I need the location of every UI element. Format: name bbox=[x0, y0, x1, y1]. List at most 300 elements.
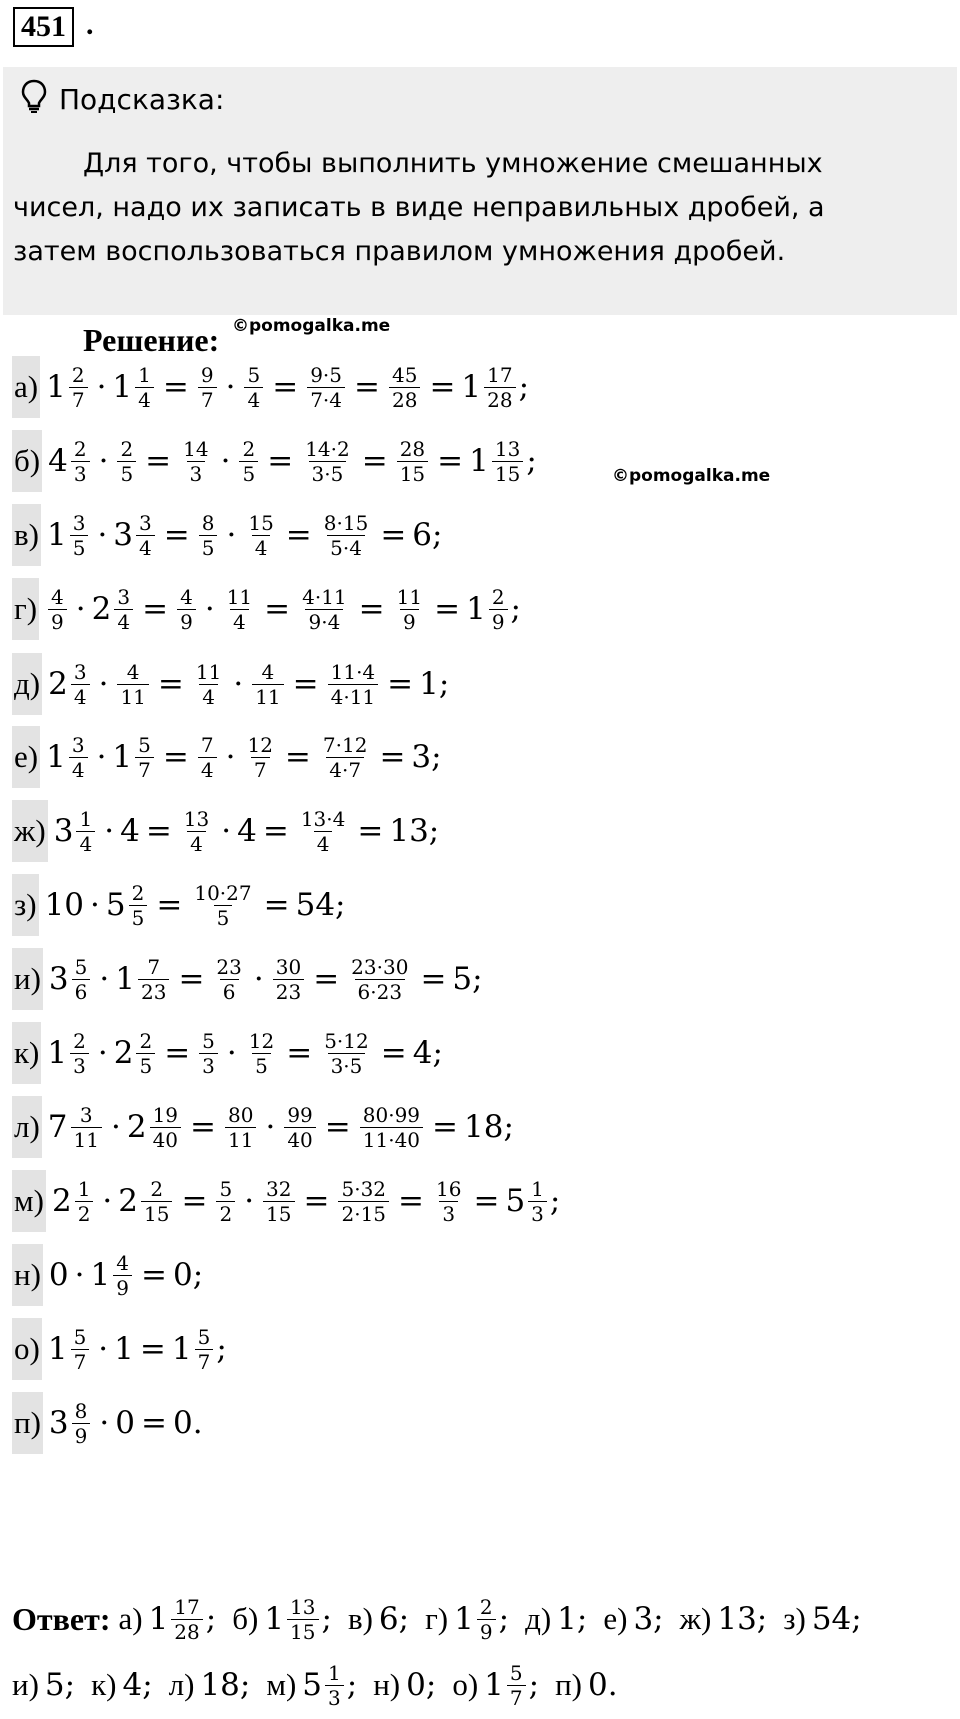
numerator: 13·4 bbox=[300, 806, 346, 831]
task-number: 451 bbox=[13, 7, 74, 47]
item-label: о) bbox=[12, 1318, 42, 1380]
numerator: 13 bbox=[290, 1594, 316, 1619]
term: ; bbox=[321, 1601, 332, 1637]
operator: · bbox=[97, 1035, 108, 1071]
operator: = bbox=[145, 813, 172, 849]
numerator: 3 bbox=[117, 584, 131, 609]
item-label: в) bbox=[347, 1601, 373, 1636]
numerator: 1 bbox=[77, 1176, 91, 1201]
whole-part: 1 bbox=[46, 369, 66, 405]
operator: · bbox=[244, 1183, 255, 1219]
fraction bbox=[71, 660, 90, 709]
item-label: м) bbox=[12, 1170, 46, 1232]
fraction bbox=[48, 585, 67, 634]
operator: = bbox=[140, 1405, 167, 1441]
denominator: 9 bbox=[489, 609, 508, 634]
numerator: 11 bbox=[226, 584, 253, 609]
fraction bbox=[302, 437, 353, 486]
item-label: г) bbox=[425, 1601, 449, 1636]
denominator: 5 bbox=[199, 535, 218, 560]
operator: · bbox=[96, 739, 107, 775]
term: ; bbox=[518, 369, 530, 405]
denominator: 4 bbox=[135, 387, 154, 412]
numerator: 2 bbox=[120, 436, 134, 461]
fraction bbox=[198, 363, 217, 412]
fraction bbox=[181, 807, 212, 856]
item-label: о) bbox=[452, 1667, 479, 1702]
fraction bbox=[273, 955, 304, 1004]
fraction bbox=[135, 733, 154, 782]
operator: · bbox=[90, 887, 100, 923]
numerator: 11·4 bbox=[330, 659, 376, 684]
answer-line-1 bbox=[12, 1587, 942, 1651]
numerator: 2 bbox=[150, 1176, 164, 1201]
operator: · bbox=[96, 369, 107, 405]
operator: = bbox=[267, 443, 294, 479]
denominator: 11 bbox=[225, 1127, 256, 1152]
term: 0 bbox=[48, 1257, 69, 1293]
denominator: 15 bbox=[287, 1619, 318, 1644]
term: 13; bbox=[717, 1601, 768, 1637]
fraction bbox=[325, 1661, 344, 1710]
numerator: 5 bbox=[202, 1028, 215, 1053]
denominator: 3 bbox=[70, 1053, 89, 1078]
operator: = bbox=[398, 1183, 424, 1219]
term: ; bbox=[528, 1667, 540, 1703]
answer-item bbox=[555, 1667, 618, 1703]
operator: = bbox=[358, 591, 385, 627]
watermark: ©pomogalka.me bbox=[232, 316, 391, 336]
term: 54; bbox=[811, 1601, 862, 1637]
denominator: 11 bbox=[252, 684, 283, 709]
whole-part: 1 bbox=[90, 1257, 111, 1293]
numerator: 15 bbox=[248, 510, 274, 535]
whole-part: 1 bbox=[461, 369, 482, 405]
denominator: 5 bbox=[129, 905, 148, 930]
term: 4 bbox=[237, 813, 257, 849]
operator: = bbox=[303, 1183, 330, 1219]
numerator: 14·2 bbox=[305, 436, 350, 461]
denominator: 7 bbox=[198, 387, 217, 412]
operator: = bbox=[387, 666, 414, 702]
term: 54; bbox=[295, 887, 346, 923]
operator: = bbox=[354, 369, 380, 405]
operator: · bbox=[225, 739, 236, 775]
operator: · bbox=[110, 1109, 121, 1145]
whole-part: 1 bbox=[112, 739, 133, 775]
denominator: 4·11 bbox=[328, 684, 379, 709]
denominator: 7·4 bbox=[307, 387, 345, 412]
fraction bbox=[71, 437, 90, 486]
answer-item bbox=[525, 1601, 587, 1637]
numerator: 17 bbox=[174, 1594, 200, 1619]
denominator: 3 bbox=[528, 1201, 547, 1226]
operator: · bbox=[265, 1109, 276, 1145]
operator: · bbox=[204, 591, 215, 627]
numerator: 5 bbox=[219, 1176, 233, 1201]
term: 0; bbox=[172, 1257, 204, 1293]
numerator: 45 bbox=[391, 362, 418, 387]
term: 6; bbox=[378, 1601, 410, 1637]
fraction bbox=[117, 660, 148, 709]
fraction bbox=[193, 660, 224, 709]
operator: · bbox=[221, 813, 232, 849]
denominator: 4·7 bbox=[326, 757, 364, 782]
numerator: 4·11 bbox=[302, 584, 347, 609]
fraction bbox=[177, 585, 196, 634]
hint-header bbox=[21, 79, 224, 120]
operator: · bbox=[98, 443, 109, 479]
whole-part: 2 bbox=[126, 1109, 147, 1145]
numerator: 3 bbox=[139, 510, 152, 535]
term: ; bbox=[526, 443, 537, 479]
denominator: 5 bbox=[239, 461, 258, 486]
fraction bbox=[213, 955, 244, 1004]
solution-row bbox=[12, 1170, 560, 1232]
solution-row bbox=[12, 726, 442, 788]
denominator: 4 bbox=[69, 757, 88, 782]
whole-part: 1 bbox=[47, 1035, 68, 1071]
term: 1; bbox=[419, 666, 450, 702]
item-label: ж) bbox=[679, 1601, 712, 1636]
solution-row bbox=[12, 504, 442, 566]
item-label: н) bbox=[12, 1244, 43, 1306]
operator: · bbox=[97, 517, 108, 553]
term: 1 bbox=[114, 1331, 134, 1367]
operator: · bbox=[226, 517, 237, 553]
numerator: 99 bbox=[287, 1102, 313, 1127]
fraction bbox=[114, 585, 133, 634]
fraction bbox=[195, 1325, 214, 1374]
denominator: 3 bbox=[439, 1201, 458, 1226]
operator: = bbox=[142, 591, 169, 627]
denominator: 3·5 bbox=[309, 461, 347, 486]
solution-row bbox=[12, 430, 537, 492]
denominator: 4 bbox=[199, 684, 218, 709]
operator: = bbox=[156, 887, 183, 923]
fraction bbox=[76, 807, 95, 856]
operator: = bbox=[437, 443, 464, 479]
operator: = bbox=[379, 739, 406, 775]
fraction bbox=[171, 1595, 202, 1644]
whole-part: 7 bbox=[47, 1109, 68, 1145]
operator: = bbox=[420, 961, 447, 997]
operator: = bbox=[313, 961, 340, 997]
fraction bbox=[299, 585, 350, 634]
numerator: 19 bbox=[152, 1102, 179, 1127]
fraction bbox=[252, 660, 283, 709]
answer-item bbox=[91, 1667, 153, 1703]
solution-title: Решение: bbox=[83, 322, 220, 358]
operator: = bbox=[380, 1035, 407, 1071]
denominator: 9 bbox=[113, 1275, 132, 1300]
numerator: 7·12 bbox=[322, 732, 368, 757]
numerator: 9 bbox=[200, 362, 214, 387]
operator: = bbox=[262, 813, 289, 849]
solution-row bbox=[12, 1096, 514, 1158]
hint-text: Для того, чтобы выполнить умножение смешанных чисел, надо их записать в виде неправильных дробей, а затем воспользоваться правилом умножения дробей. bbox=[13, 148, 825, 267]
fraction bbox=[528, 1177, 547, 1226]
numerator: 2 bbox=[73, 1028, 86, 1053]
denominator: 11 bbox=[117, 684, 148, 709]
numerator: 2 bbox=[491, 584, 505, 609]
answer-item bbox=[373, 1667, 436, 1703]
fraction bbox=[224, 585, 255, 634]
fraction bbox=[71, 1103, 102, 1152]
expression bbox=[48, 660, 449, 709]
operator: · bbox=[226, 1035, 237, 1071]
whole-part: 1 bbox=[454, 1601, 474, 1637]
term: 0. bbox=[172, 1405, 203, 1441]
answer-line-2 bbox=[12, 1653, 942, 1717]
term: 5; bbox=[452, 961, 483, 997]
whole-part: 1 bbox=[46, 739, 66, 775]
numerator: 1 bbox=[531, 1176, 544, 1201]
operator: · bbox=[220, 443, 231, 479]
numerator: 5 bbox=[197, 1324, 211, 1349]
term: ; bbox=[510, 591, 521, 627]
operator: = bbox=[285, 517, 312, 553]
whole-part: 1 bbox=[115, 961, 135, 997]
term: 13; bbox=[389, 813, 440, 849]
whole-part: 1 bbox=[46, 517, 67, 553]
fraction bbox=[489, 585, 508, 634]
operator: = bbox=[432, 1109, 459, 1145]
numerator: 4 bbox=[116, 1250, 129, 1275]
item-label: п) bbox=[12, 1392, 43, 1454]
numerator: 4 bbox=[51, 584, 64, 609]
fraction bbox=[75, 1177, 94, 1226]
answer-item bbox=[232, 1595, 332, 1644]
numerator: 4 bbox=[261, 659, 275, 684]
answer-item bbox=[169, 1667, 251, 1703]
fraction bbox=[72, 1399, 91, 1448]
whole-part: 3 bbox=[113, 517, 134, 553]
operator: = bbox=[429, 369, 456, 405]
numerator: 28 bbox=[399, 436, 426, 461]
whole-part: 2 bbox=[48, 666, 68, 702]
denominator: 5 bbox=[252, 1053, 271, 1078]
whole-part: 1 bbox=[469, 443, 489, 479]
fraction bbox=[246, 1029, 277, 1078]
numerator: 11 bbox=[396, 584, 423, 609]
answer-item bbox=[452, 1661, 539, 1710]
whole-part: 1 bbox=[112, 369, 133, 405]
term: ; bbox=[498, 1601, 510, 1637]
numerator: 8 bbox=[74, 1398, 88, 1423]
denominator: 9 bbox=[477, 1619, 496, 1644]
numerator: 7 bbox=[200, 732, 214, 757]
numerator: 2 bbox=[131, 880, 145, 905]
denominator: 4 bbox=[244, 387, 263, 412]
numerator: 4 bbox=[126, 659, 140, 684]
fraction bbox=[484, 363, 515, 412]
denominator: 15 bbox=[141, 1201, 172, 1226]
denominator: 7 bbox=[69, 387, 88, 412]
whole-part: 1 bbox=[148, 1601, 169, 1637]
solution-row bbox=[12, 1392, 203, 1454]
denominator: 15 bbox=[492, 461, 523, 486]
fraction bbox=[72, 955, 91, 1004]
whole-part: 1 bbox=[171, 1331, 192, 1367]
item-label: в) bbox=[12, 504, 41, 566]
operator: = bbox=[190, 1109, 217, 1145]
operator: = bbox=[473, 1183, 500, 1219]
denominator: 9 bbox=[48, 609, 67, 634]
expression bbox=[52, 1177, 560, 1226]
denominator: 9 bbox=[177, 609, 196, 634]
answer-item bbox=[348, 1601, 409, 1637]
fraction bbox=[70, 1029, 89, 1078]
solution-row bbox=[12, 356, 529, 418]
denominator: 11·40 bbox=[360, 1127, 423, 1152]
fraction bbox=[477, 1595, 496, 1644]
expression bbox=[48, 1325, 227, 1374]
operator: = bbox=[361, 443, 388, 479]
expression bbox=[46, 733, 442, 782]
numerator: 2 bbox=[139, 1028, 153, 1053]
term: 10 bbox=[44, 887, 85, 923]
term: 4 bbox=[120, 813, 140, 849]
fraction bbox=[244, 733, 275, 782]
denominator: 15 bbox=[263, 1201, 294, 1226]
item-label: л) bbox=[12, 1096, 42, 1158]
term: 0; bbox=[406, 1667, 437, 1703]
expression bbox=[49, 1251, 203, 1300]
fraction bbox=[328, 660, 379, 709]
item-label: м) bbox=[266, 1667, 297, 1702]
item-label: з) bbox=[783, 1601, 806, 1636]
denominator: 5 bbox=[70, 535, 89, 560]
item-label: к) bbox=[12, 1022, 41, 1084]
denominator: 28 bbox=[171, 1619, 202, 1644]
numerator: 32 bbox=[266, 1176, 292, 1201]
term: 3; bbox=[411, 739, 442, 775]
numerator: 2 bbox=[73, 436, 87, 461]
fraction bbox=[191, 881, 254, 930]
operator: = bbox=[324, 1109, 351, 1145]
denominator: 5 bbox=[214, 905, 233, 930]
term: 6; bbox=[412, 517, 443, 553]
operator: = bbox=[139, 1331, 166, 1367]
item-label: и) bbox=[12, 948, 43, 1010]
fraction bbox=[150, 1103, 181, 1152]
fraction bbox=[284, 1103, 315, 1152]
expression bbox=[46, 363, 529, 412]
solution-row bbox=[12, 1244, 203, 1306]
denominator: 4 bbox=[230, 609, 249, 634]
term: 4; bbox=[122, 1667, 153, 1703]
whole-part: 5 bbox=[105, 887, 126, 923]
operator: = bbox=[164, 1035, 191, 1071]
whole-part: 5 bbox=[505, 1183, 526, 1219]
fraction bbox=[321, 511, 372, 560]
answer-item bbox=[118, 1595, 216, 1644]
denominator: 3 bbox=[325, 1685, 344, 1710]
fraction bbox=[199, 511, 218, 560]
operator: · bbox=[75, 591, 86, 627]
denominator: 9 bbox=[72, 1423, 91, 1448]
item-label: л) bbox=[168, 1667, 195, 1702]
fraction bbox=[287, 1595, 318, 1644]
fraction bbox=[307, 363, 345, 412]
solution-row bbox=[12, 874, 345, 936]
denominator: 9 bbox=[400, 609, 419, 634]
fraction bbox=[117, 437, 136, 486]
numerator: 8·15 bbox=[323, 510, 369, 535]
expression bbox=[48, 1103, 514, 1152]
fraction bbox=[135, 363, 154, 412]
item-label: б) bbox=[12, 430, 42, 492]
fraction bbox=[129, 881, 148, 930]
item-label: а) bbox=[118, 1601, 143, 1636]
whole-part: 3 bbox=[48, 1405, 69, 1441]
fraction bbox=[244, 363, 263, 412]
whole-part: 3 bbox=[53, 813, 74, 849]
item-label: ж) bbox=[12, 800, 48, 862]
fraction bbox=[70, 511, 89, 560]
operator: · bbox=[99, 961, 110, 997]
fraction bbox=[239, 437, 258, 486]
numerator: 1 bbox=[138, 362, 151, 387]
numerator: 80·99 bbox=[362, 1102, 421, 1127]
numerator: 9·5 bbox=[310, 362, 342, 387]
item-label: е) bbox=[603, 1601, 628, 1636]
expression bbox=[45, 881, 346, 930]
denominator: 4 bbox=[187, 831, 206, 856]
item-label: з) bbox=[12, 874, 39, 936]
numerator: 16 bbox=[436, 1176, 462, 1201]
numerator: 11 bbox=[195, 659, 222, 684]
expression bbox=[45, 585, 521, 634]
numerator: 5 bbox=[74, 954, 88, 979]
whole-part: 3 bbox=[48, 961, 69, 997]
operator: · bbox=[225, 369, 236, 405]
answer-label: Ответ: bbox=[12, 1600, 111, 1637]
numerator: 3 bbox=[79, 1102, 93, 1127]
fraction bbox=[245, 511, 276, 560]
term: ; bbox=[205, 1601, 217, 1637]
solution-row bbox=[12, 578, 521, 640]
denominator: 4 bbox=[114, 609, 133, 634]
answer-item bbox=[680, 1601, 768, 1637]
numerator: 1 bbox=[79, 806, 93, 831]
operator: = bbox=[163, 517, 190, 553]
term: 18; bbox=[464, 1109, 514, 1145]
operator: = bbox=[178, 961, 205, 997]
fraction bbox=[198, 733, 217, 782]
expression bbox=[47, 1029, 443, 1078]
term: 5; bbox=[44, 1667, 76, 1703]
numerator: 30 bbox=[275, 954, 302, 979]
solution-row bbox=[12, 1022, 443, 1084]
fraction bbox=[225, 1103, 256, 1152]
denominator: 23 bbox=[138, 979, 169, 1004]
numerator: 8 bbox=[201, 510, 215, 535]
numerator: 7 bbox=[147, 954, 161, 979]
fraction bbox=[136, 511, 155, 560]
whole-part: 1 bbox=[264, 1601, 285, 1637]
operator: = bbox=[380, 517, 407, 553]
fraction bbox=[397, 437, 428, 486]
numerator: 2 bbox=[242, 436, 256, 461]
solution-row bbox=[12, 948, 483, 1010]
fraction bbox=[138, 955, 169, 1004]
whole-part: 2 bbox=[118, 1183, 139, 1219]
solution-row bbox=[12, 1318, 227, 1380]
term: 4; bbox=[412, 1035, 443, 1071]
whole-part: 5 bbox=[302, 1667, 323, 1703]
